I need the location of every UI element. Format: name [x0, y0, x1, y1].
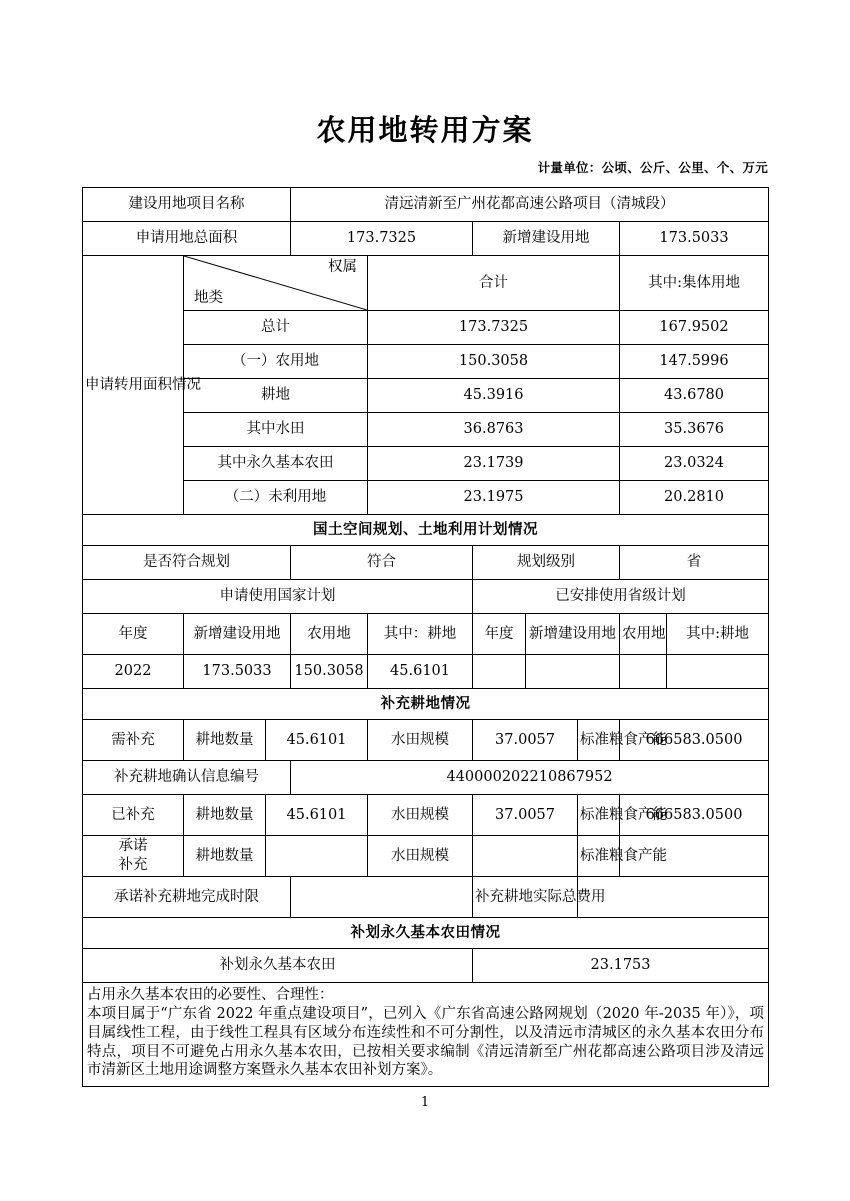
table-row-total-area [83, 222, 769, 256]
provincial-value-new-construction [526, 655, 620, 689]
row-label: 总计 [184, 311, 368, 345]
row-label: 其中水田 [184, 413, 368, 447]
table-row-supplement-done [83, 795, 769, 836]
table-row-confirm-number [83, 761, 769, 795]
need-paddy-label: 水田规模 [368, 720, 473, 761]
table-row-conversion-paddy [83, 413, 769, 447]
project-name-label: 建设用地项目名称 [83, 188, 291, 222]
done-quantity-value: 45.6101 [266, 795, 368, 836]
deadline-value [291, 877, 473, 918]
table-row-conversion-basic-farmland [83, 447, 769, 481]
table-row-statement [83, 983, 769, 1087]
need-grain-capacity-label: 标准粮食产能 [578, 720, 620, 761]
promised-grain-capacity-label: 标准粮食产能 [578, 836, 620, 877]
ownership-label: 权属 [328, 259, 358, 275]
column-header-total: 合计 [368, 256, 620, 311]
necessity-statement-cell [83, 983, 769, 1087]
agricultural-land-conversion-table [82, 187, 769, 1087]
statement-body: 本项目属于“广东省 2022 年重点建设项目”，已列入《广东省高速公路网规划（2020 年-2035 年）》，项目属线性工程，由于线性工程具有区域分布连续性和不可分割性，以及清远市清城区的永久基本农田分布特点，项目不可避免占用永久基本农田，已按相关要求编制《清远清新至广州花都高速公路项目涉及清远市清新区土地用途调整方案暨永久基本农田补划方案》。 [87, 1005, 765, 1079]
table-row-supplement-need [83, 720, 769, 761]
actual-total-cost-value [578, 877, 769, 918]
total-area-value: 173.7325 [291, 222, 473, 256]
basic-farmland-label: 补划永久基本农田 [83, 949, 473, 983]
table-row-basic-farmland-section-title [83, 918, 769, 949]
supplement-section-title: 补充耕地情况 [83, 689, 769, 720]
row-total-value: 23.1975 [368, 481, 620, 515]
row-collective-value: 167.9502 [620, 311, 769, 345]
national-col-cultivated [368, 614, 473, 655]
row-collective-value: 43.6780 [620, 379, 769, 413]
statement-heading: 占用永久基本农田的必要性、合理性： [87, 987, 334, 1003]
promised-supplement-label [83, 836, 184, 877]
project-name-value: 清远清新至广州花都高速公路项目（清城段） [291, 188, 769, 222]
promised-label-line1: 承诺 [118, 838, 148, 855]
national-col-new-construction: 新增建设用地 [184, 614, 291, 655]
table-row-conversion-unused [83, 481, 769, 515]
promised-label-line2: 补充 [118, 857, 148, 873]
new-construction-value: 173.5033 [620, 222, 769, 256]
basic-farmland-section-title: 补划永久基本农田情况 [83, 918, 769, 949]
page-number: 1 [420, 1095, 430, 1110]
confirm-number-label: 补充耕地确认信息编号 [83, 761, 291, 795]
national-value-year: 2022 [83, 655, 184, 689]
row-total-value: 36.8763 [368, 413, 620, 447]
row-total-value: 150.3058 [368, 345, 620, 379]
planning-level-value: 省 [620, 546, 769, 580]
promised-quantity-label: 耕地数量 [184, 836, 266, 877]
table-row-plan-column-headers [83, 614, 769, 655]
table-row-plan-source-headers [83, 580, 769, 614]
conform-label: 是否符合规划 [83, 546, 291, 580]
new-construction-label: 新增建设用地 [473, 222, 620, 256]
row-label: （二）未利用地 [184, 481, 368, 515]
row-total-value: 23.1739 [368, 447, 620, 481]
planning-level-label: 规划级别 [473, 546, 620, 580]
actual-total-cost-label: 补充耕地实际总费用 [473, 877, 578, 918]
national-col-cultivated-text: 其中：耕地 [383, 625, 457, 642]
measurement-units-note: 计量单位：公顷、公斤、公里、个、万元 [537, 160, 768, 175]
national-col-year: 年度 [83, 614, 184, 655]
national-col-agricultural: 农用地 [291, 614, 368, 655]
provincial-col-new-construction: 新增建设用地 [526, 614, 620, 655]
done-grain-capacity-label: 标准粮食产能 [578, 795, 620, 836]
row-total-value: 173.7325 [368, 311, 620, 345]
provincial-value-year [473, 655, 526, 689]
provincial-value-cultivated [667, 655, 769, 689]
table-row-planning-conformity [83, 546, 769, 580]
planning-section-title: 国土空间规划、土地利用计划情况 [83, 515, 769, 546]
table-row-conversion-agricultural [83, 345, 769, 379]
table-row-deadline [83, 877, 769, 918]
row-collective-value: 35.3676 [620, 413, 769, 447]
row-collective-value: 23.0324 [620, 447, 769, 481]
conversion-area-row-label: 申请转用面积情况 [83, 256, 184, 515]
page-title: 农用地转用方案 [316, 113, 534, 147]
national-value-cultivated: 45.6101 [368, 655, 473, 689]
promised-paddy-value [473, 836, 578, 877]
ownership-landtype-diagonal-header [184, 256, 368, 311]
done-paddy-label: 水田规模 [368, 795, 473, 836]
total-area-label: 申请用地总面积 [83, 222, 291, 256]
need-supplement-label: 需补充 [83, 720, 184, 761]
column-header-collective: 其中:集体用地 [620, 256, 769, 311]
done-paddy-value: 37.0057 [473, 795, 578, 836]
row-collective-value: 147.5996 [620, 345, 769, 379]
need-paddy-value: 37.0057 [473, 720, 578, 761]
row-label: 其中永久基本农田 [184, 447, 368, 481]
national-value-new-construction: 173.5033 [184, 655, 291, 689]
conform-value: 符合 [291, 546, 473, 580]
table-row-basic-farmland-value [83, 949, 769, 983]
promised-quantity-value [266, 836, 368, 877]
provincial-value-agricultural [620, 655, 667, 689]
done-quantity-label: 耕地数量 [184, 795, 266, 836]
provincial-col-year: 年度 [473, 614, 526, 655]
row-label: 耕地 [184, 379, 368, 413]
table-row-planning-section-title [83, 515, 769, 546]
land-type-label: 地类 [194, 290, 223, 307]
row-label: （一）农用地 [184, 345, 368, 379]
basic-farmland-value: 23.1753 [473, 949, 769, 983]
table-row-conversion-sum [83, 311, 769, 345]
need-quantity-label: 耕地数量 [184, 720, 266, 761]
table-row-conversion-header [83, 256, 769, 311]
row-collective-value: 20.2810 [620, 481, 769, 515]
row-total-value: 45.3916 [368, 379, 620, 413]
promised-paddy-label: 水田规模 [368, 836, 473, 877]
table-row-supplement-section-title [83, 689, 769, 720]
need-quantity-value: 45.6101 [266, 720, 368, 761]
national-value-agricultural: 150.3058 [291, 655, 368, 689]
provincial-col-agricultural: 农用地 [620, 614, 667, 655]
done-supplement-label: 已补充 [83, 795, 184, 836]
done-grain-capacity-value: 666583.0500 [620, 795, 769, 836]
provincial-col-cultivated: 其中:耕地 [667, 614, 769, 655]
confirm-number-value: 440000202210867952 [291, 761, 769, 795]
need-grain-capacity-value: 666583.0500 [620, 720, 769, 761]
table-row-supplement-promised [83, 836, 769, 877]
table-row-plan-values [83, 655, 769, 689]
provincial-plan-header: 已安排使用省级计划 [473, 580, 769, 614]
deadline-label: 承诺补充耕地完成时限 [83, 877, 291, 918]
table-row-project-name [83, 188, 769, 222]
national-plan-header: 申请使用国家计划 [83, 580, 473, 614]
